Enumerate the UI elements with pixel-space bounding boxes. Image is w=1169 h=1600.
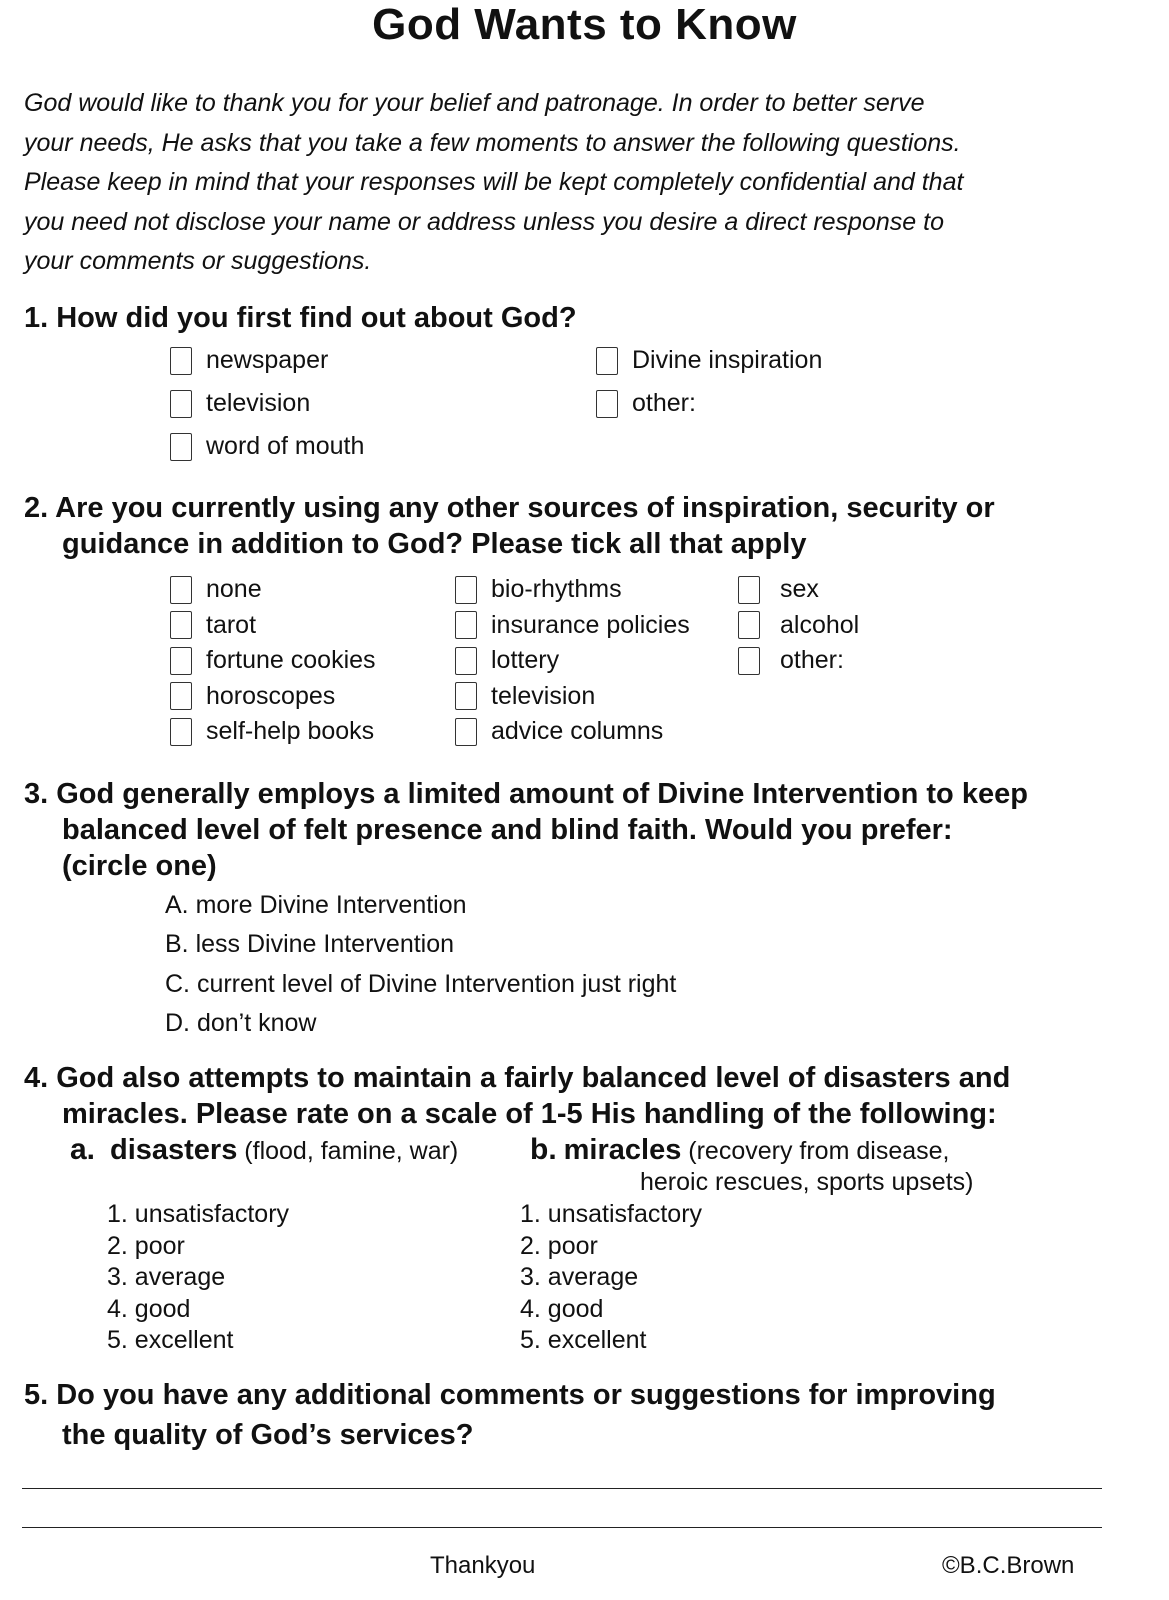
intro-line: your needs, He asks that you take a few moments to answer the following questions. (24, 128, 961, 157)
q3-choice[interactable]: B. less Divine Intervention (165, 930, 455, 959)
q3-choice[interactable]: A. more Divine Intervention (165, 891, 467, 919)
q2-options-col1 (170, 572, 376, 750)
question-5: 5. Do you have any additional comments or suggestions for improving the quality of God’s services? (24, 1379, 996, 1451)
q2-option[interactable]: horoscopes (170, 679, 376, 715)
checkbox[interactable] (170, 611, 192, 639)
q2-option[interactable]: none (170, 572, 376, 608)
q2-option[interactable]: fortune cookies (170, 643, 376, 679)
q2-option[interactable]: alcohol (738, 608, 859, 644)
copyright-text: ©B.C.Brown (942, 1552, 1075, 1579)
q1-options-col1 (170, 339, 364, 468)
checkbox[interactable] (455, 718, 477, 746)
checkbox[interactable] (170, 647, 192, 675)
rating-option[interactable]: 3. average (107, 1263, 226, 1292)
rating-option[interactable]: 4. good (107, 1294, 191, 1323)
q2-options-col2 (455, 572, 690, 750)
q1-option-newspaper[interactable]: newspaper (170, 339, 364, 382)
checkbox[interactable] (170, 576, 192, 604)
rating-option[interactable]: 2. poor (107, 1231, 185, 1260)
rating-option[interactable]: 5. excellent (520, 1326, 647, 1355)
q2-option[interactable]: lottery (455, 643, 690, 679)
rating-option[interactable]: 4. good (520, 1294, 604, 1323)
intro-line: God would like to thank you for your belief and patronage. In order to better serve (24, 89, 925, 117)
q1-option-word-of-mouth[interactable]: word of mouth (170, 425, 364, 468)
q2-option[interactable]: self-help books (170, 714, 376, 750)
checkbox[interactable] (738, 611, 760, 639)
intro-line: your comments or suggestions. (24, 247, 372, 275)
q3-choice[interactable]: C. current level of Divine Intervention just right (165, 969, 677, 998)
checkbox[interactable] (455, 611, 477, 639)
q2-option[interactable]: sex (738, 572, 859, 608)
q1-options-col2 (596, 339, 822, 425)
q4-miracles-detail: heroic rescues, sports upsets) (640, 1168, 974, 1196)
checkbox[interactable] (738, 647, 760, 675)
checkbox[interactable] (170, 347, 192, 375)
checkbox[interactable] (170, 433, 192, 461)
q2-option[interactable]: tarot (170, 608, 376, 644)
q2-option[interactable]: television (455, 679, 690, 715)
rating-option[interactable]: 2. poor (520, 1231, 598, 1260)
intro-line: you need not disclose your name or address unless you desire a direct response to (24, 207, 944, 236)
checkbox[interactable] (455, 682, 477, 710)
thank-you-text: Thankyou (430, 1552, 536, 1579)
question-1: 1. How did you first find out about God? (24, 302, 577, 334)
checkbox[interactable] (170, 718, 192, 746)
q1-option-divine-inspiration[interactable]: Divine inspiration (596, 339, 822, 382)
rating-option[interactable]: 3. average (520, 1263, 639, 1292)
q2-option[interactable]: insurance policies (455, 608, 690, 644)
q4-disasters-ratings (107, 1199, 289, 1357)
page-title: God Wants to Know (372, 0, 797, 49)
q2-option[interactable]: advice columns (455, 714, 690, 750)
q2-options-col3 (738, 572, 859, 679)
intro-paragraph (24, 84, 963, 282)
checkbox[interactable] (170, 682, 192, 710)
q3-choices (165, 886, 676, 1043)
rating-option[interactable]: 1. unsatisfactory (107, 1200, 290, 1228)
question-4: 4. God also attempts to maintain a fairly balanced level of disasters and miracles. Please rate on a scale of 1-5 His handling of the following: (24, 1062, 1011, 1130)
intro-line: Please keep in mind that your responses will be kept completely confidential and that (24, 168, 964, 196)
question-3: 3. God generally employs a limited amount of Divine Intervention to keep balanced level of felt presence and blind faith. Would you prefer: (circle one) (24, 778, 1028, 882)
comment-line-2[interactable] (22, 1527, 1102, 1528)
checkbox[interactable] (596, 390, 618, 418)
q4-miracles-ratings (520, 1199, 702, 1357)
q2-option[interactable]: other: (738, 643, 859, 679)
q1-option-television[interactable]: television (170, 382, 364, 425)
checkbox[interactable] (738, 576, 760, 604)
q4-disasters-heading: a. disasters (flood, famine, war) (70, 1133, 459, 1166)
checkbox[interactable] (170, 390, 192, 418)
comment-line-1[interactable] (22, 1488, 1102, 1489)
q3-choice[interactable]: D. don’t know (165, 1008, 317, 1037)
q1-option-other[interactable]: other: (596, 382, 822, 425)
q2-option[interactable]: bio-rhythms (455, 572, 690, 608)
q4-miracles-heading: b. miracles (recovery from disease, (530, 1133, 950, 1166)
rating-option[interactable]: 1. unsatisfactory (520, 1200, 703, 1228)
rating-option[interactable]: 5. excellent (107, 1326, 234, 1355)
checkbox[interactable] (455, 647, 477, 675)
checkbox[interactable] (455, 576, 477, 604)
checkbox[interactable] (596, 347, 618, 375)
question-2: 2. Are you currently using any other sources of inspiration, security or guidance in addition to God? Please tick all that apply (24, 492, 995, 560)
